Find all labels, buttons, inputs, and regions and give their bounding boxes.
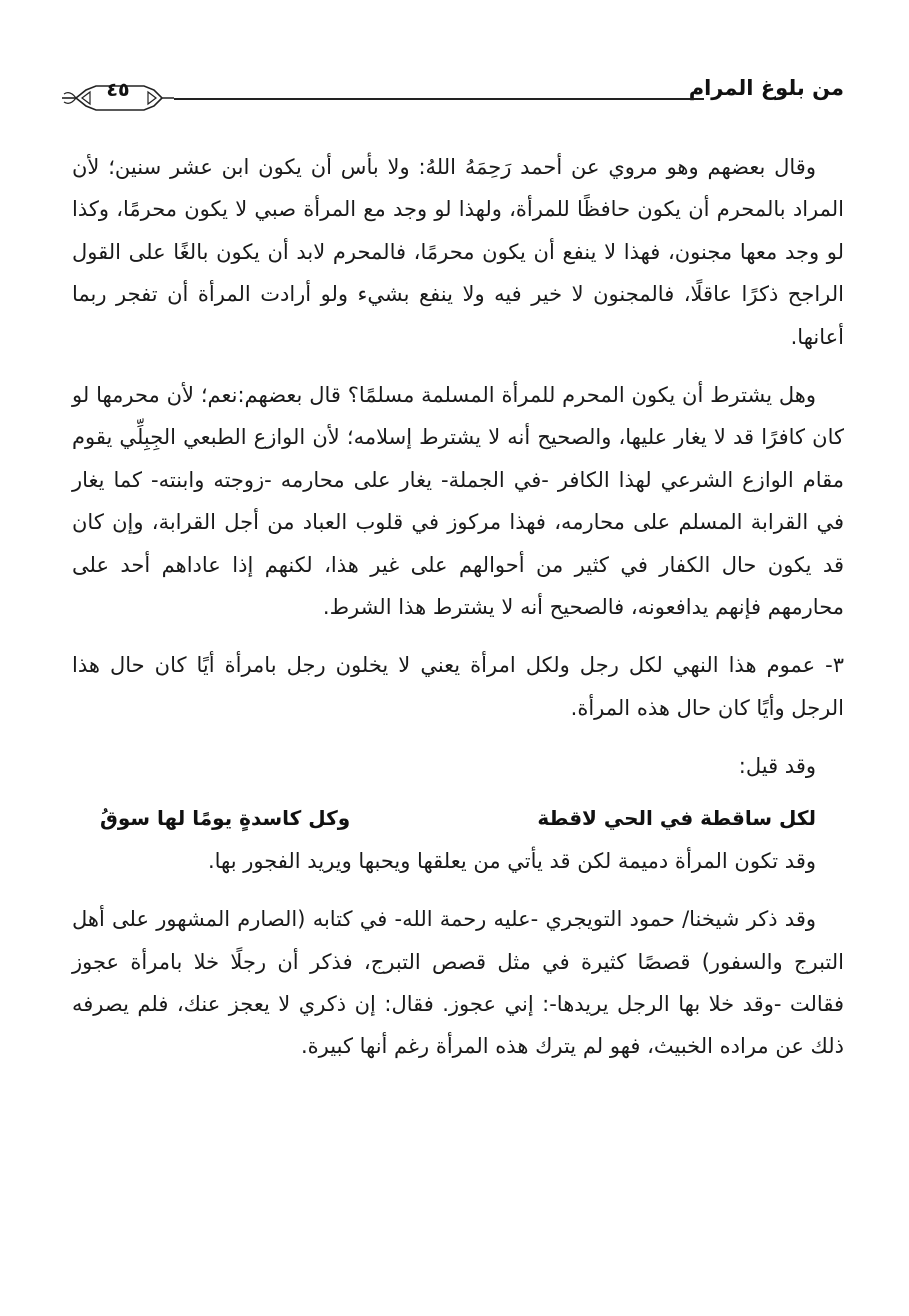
- paragraph-1: وقال بعضهم وهو مروي عن أحمد رَحِمَهُ اللهُ: ولا بأس أن يكون ابن عشر سنين؛ لأن المراد بالمحرم أن يكون حافظًا للمرأة، ولهذا لو وجد مع المرأة صبي لا يكون محرمًا، وكذا لو وجد معها مجنون، فهذا لا ينفع أن يكون محرمًا، فالمحرم لابد أن يكون بالغًا على القول الراجح ذكرًا عاقلًا، فالمجنون لا خير فيه ولا ينفع بشيء ولو أرادت المرأة أن تفجر ربما أعانها.: [72, 155, 844, 349]
- paragraph-3: ٣- عموم هذا النهي لكل رجل ولكل امرأة يعني لا يخلون رجل بامرأة أيًا كان حال هذا الرجل وأيًا كان حال هذه المرأة.: [72, 653, 844, 720]
- paragraph-2: وهل يشترط أن يكون المحرم للمرأة المسلمة مسلمًا؟ قال بعضهم:نعم؛ لأن محرمها لو كان كافرًا قد لا يغار عليها، والصحيح أنه لا يشترط إسلامه؛ لأن الوازع الطبعي الجِبِلِّي يقوم مقام الوازع الشرعي لهذا الكافر -في الجملة- يغار على محارمه -زوجته وابنته- كما يغار في القرابة المسلم على محارمه، فهذا مركوز في قلوب العباد من أجل القرابة، وإن كان قد يكون حال الكفار في كثير من أحوالهم على غير هذا، لكنهم إذا عاداهم أحد على محارمهم فإنهم يدافعونه، فالصحيح أنه لا يشترط هذا الشرط.: [72, 383, 844, 620]
- header-rule: [174, 98, 704, 100]
- poem-second-hemistich: وكل كاسدةٍ يومًا لها سوقُ: [100, 805, 351, 830]
- after-poem-paragraph: وقد تكون المرأة دميمة لكن قد يأتي من يعلقها ويحبها ويريد الفجور بها.: [207, 848, 816, 873]
- book-title: من بلوغ المرام: [688, 76, 844, 100]
- page-header: [62, 76, 844, 116]
- poem-verse: [72, 798, 844, 838]
- poem-first-hemistich: لكل ساقطة في الحي لاقطة: [537, 805, 816, 830]
- poem-intro: وقد قيل:: [738, 754, 816, 779]
- closing-paragraph: وقد ذكر شيخنا/ حمود التويجري -عليه رحمة الله- في كتابه (الصارم المشهور على أهل التبرج والسفور) قصصًا كثيرة في مثل قصص التبرج، فذكر أن رجلًا خلا بامرأة عجوز فقالت -وقد خلا بها الرجل يريدها-: إني عجوز. فقال: إن ذكري لا يعجز عنك، فلم يصرفه ذلك عن مراده الخبيث، فهو لم يترك هذه المرأة رغم أنها كبيرة.: [72, 907, 844, 1059]
- page-number: ٤٥: [106, 79, 130, 101]
- page-body: [72, 146, 844, 1084]
